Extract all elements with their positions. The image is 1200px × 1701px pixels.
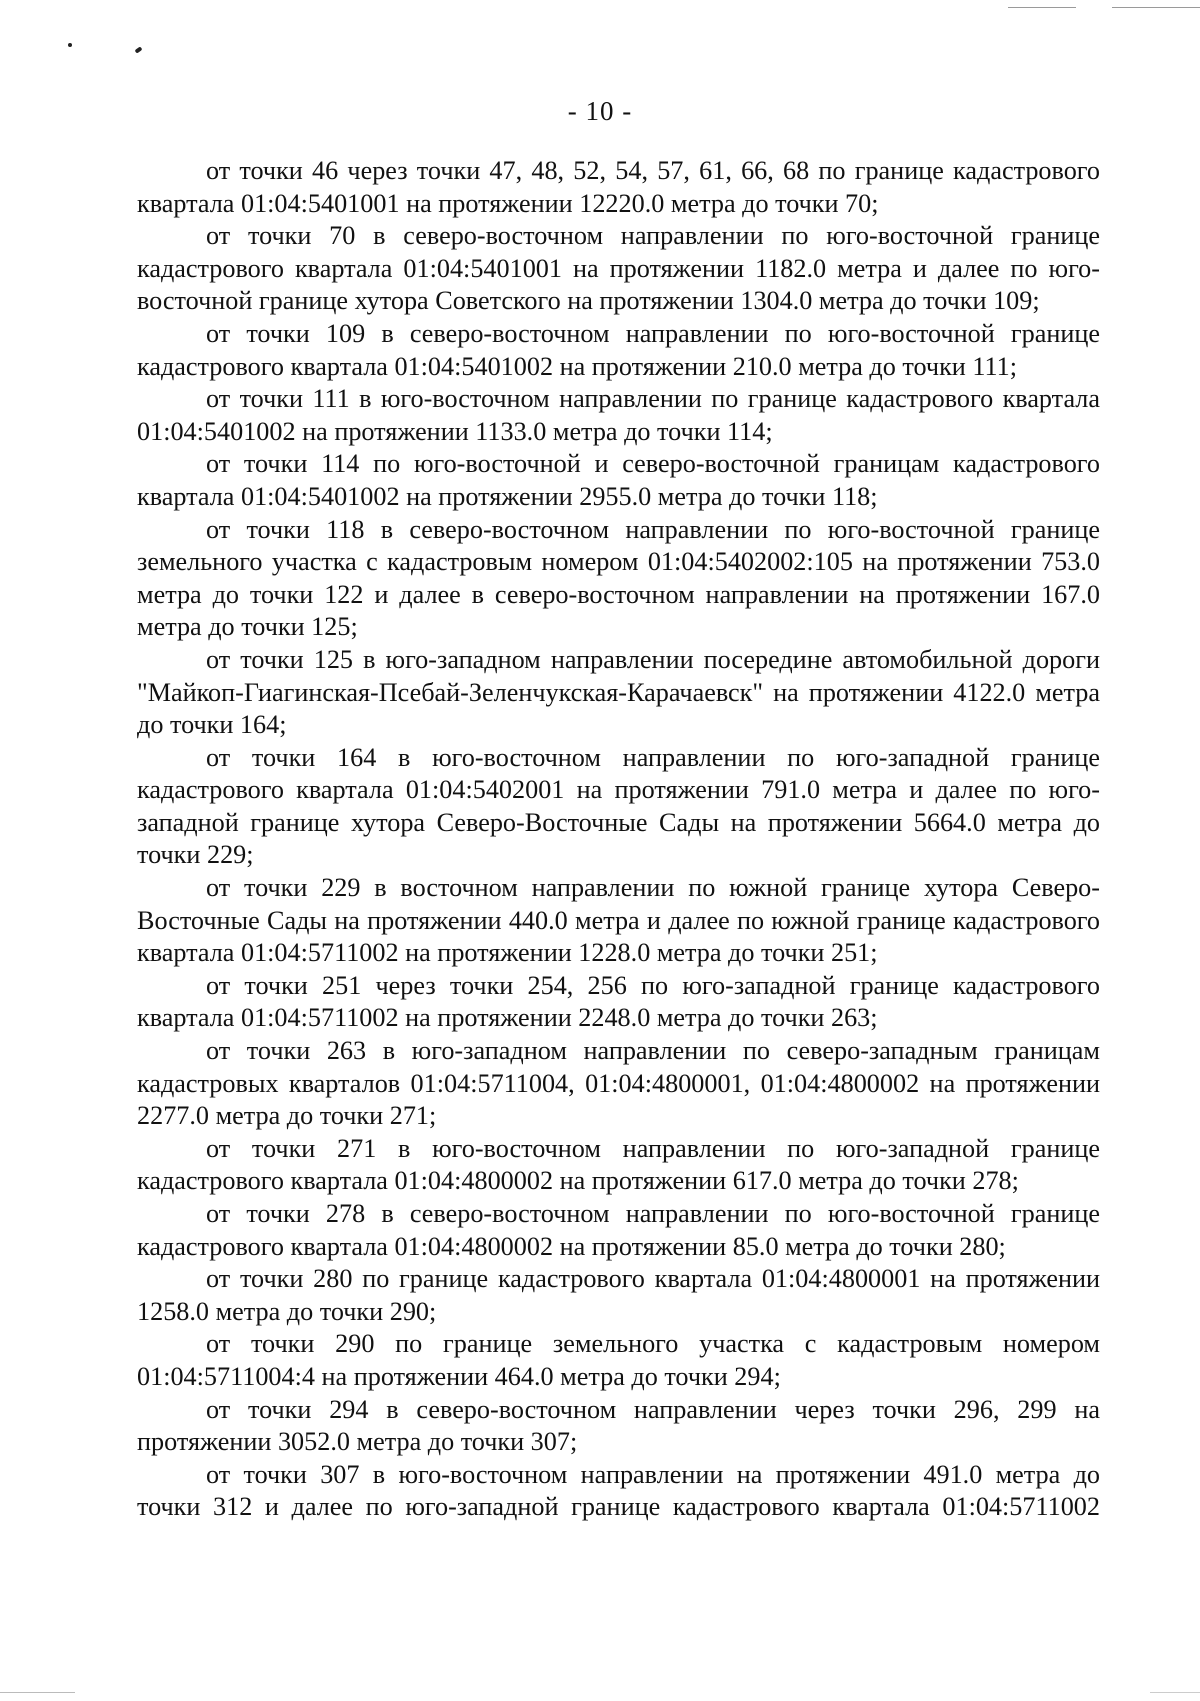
paragraph: от точки 263 в юго-западном направлении по северо-западным границам кадастровых кварталов 01:04:5711004, 01:04:4800001, 01:04:4800002 на протяжении 2277.0 метра до точки 271; <box>137 1036 1100 1131</box>
paragraph: от точки 278 в северо-восточном направлении по юго-восточной границе кадастрового квартала 01:04:4800002 на протяжении 85.0 метра до точки 280; <box>137 1199 1100 1261</box>
paragraph: от точки 290 по границе земельного участка с кадастровым номером 01:04:5711004:4 на протяжении 464.0 метра до точки 294; <box>137 1329 1100 1391</box>
paragraph: от точки 109 в северо-восточном направлении по юго-восточной границе кадастрового квартала 01:04:5401002 на протяжении 210.0 метра до точки 111; <box>137 318 1100 381</box>
paragraph: от точки 294 в северо-восточном направлении через точки 296, 299 на протяжении 3052.0 метра до точки 307; <box>137 1394 1100 1457</box>
document-body <box>137 155 1100 1524</box>
paragraph: от точки 111 в юго-восточном направлении по границе кадастрового квартала 01:04:5401002 на протяжении 1133.0 метра до точки 114; <box>137 384 1100 446</box>
scan-dot <box>68 43 72 47</box>
scan-line-top-left <box>1008 7 1076 8</box>
paragraph: от точки 70 в северо-восточном направлении по юго-восточной границе кадастрового квартала 01:04:5401001 на протяжении 1182.0 метра и далее по юго-восточной границе хутора Советского на протяжении 1304.0 метра до точки 109; <box>137 221 1100 316</box>
paragraph: от точки 307 в юго-восточном направлении на протяжении 491.0 метра до точки 312 и далее по юго-западной границе кадастрового квартала 01:04:5711002 <box>137 1459 1100 1522</box>
paragraph: от точки 271 в юго-восточном направлении по юго-западной границе кадастрового квартала 01:04:4800002 на протяжении 617.0 метра до точки 278; <box>137 1133 1100 1196</box>
paragraph: от точки 125 в юго-западном направлении посередине автомобильной дороги "Майкоп-Гиагинская-Псебай-Зеленчукская-Карачаевск" на протяжении 4122.0 метра до точки 164; <box>137 644 1100 740</box>
scan-line-bottom-right <box>1150 1692 1200 1693</box>
paragraph: от точки 229 в восточном направлении по южной границе хутора Северо-Восточные Сады на протяжении 440.0 метра и далее по южной границе кадастрового квартала 01:04:5711002 на протяжении 1228.0 метра до точки 251; <box>137 873 1100 968</box>
paragraph: от точки 118 в северо-восточном направлении по юго-восточной границе земельного участка с кадастровым номером 01:04:5402002:105 на протяжении 753.0 метра до точки 122 и далее в северо-восточном направлении на протяжении 167.0 метра до точки 125; <box>137 514 1100 642</box>
paragraph: от точки 164 в юго-восточном направлении по юго-западной границе кадастрового квартала 01:04:5402001 на протяжении 791.0 метра и далее по юго-западной границе хутора Северо-Восточные Сады на протяжении 5664.0 метра до точки 229; <box>137 742 1100 870</box>
paragraph: от точки 251 через точки 254, 256 по юго-западной границе кадастрового квартала 01:04:5711002 на протяжении 2248.0 метра до точки 263; <box>137 970 1100 1033</box>
scan-line-top-right <box>1112 7 1200 8</box>
paragraph: от точки 46 через точки 47, 48, 52, 54, 57, 61, 66, 68 по границе кадастрового квартала 01:04:5401001 на протяжении 12220.0 метра до точки 70; <box>137 156 1100 218</box>
paragraph: от точки 280 по границе кадастрового квартала 01:04:4800001 на протяжении 1258.0 метра до точки 290; <box>137 1264 1100 1326</box>
page-number: - 10 - <box>567 96 633 126</box>
scan-line-bottom-left <box>0 1692 75 1693</box>
scan-mark <box>134 46 142 53</box>
paragraph: от точки 114 по юго-восточной и северо-восточной границам кадастрового квартала 01:04:5401002 на протяжении 2955.0 метра до точки 118; <box>137 449 1100 511</box>
